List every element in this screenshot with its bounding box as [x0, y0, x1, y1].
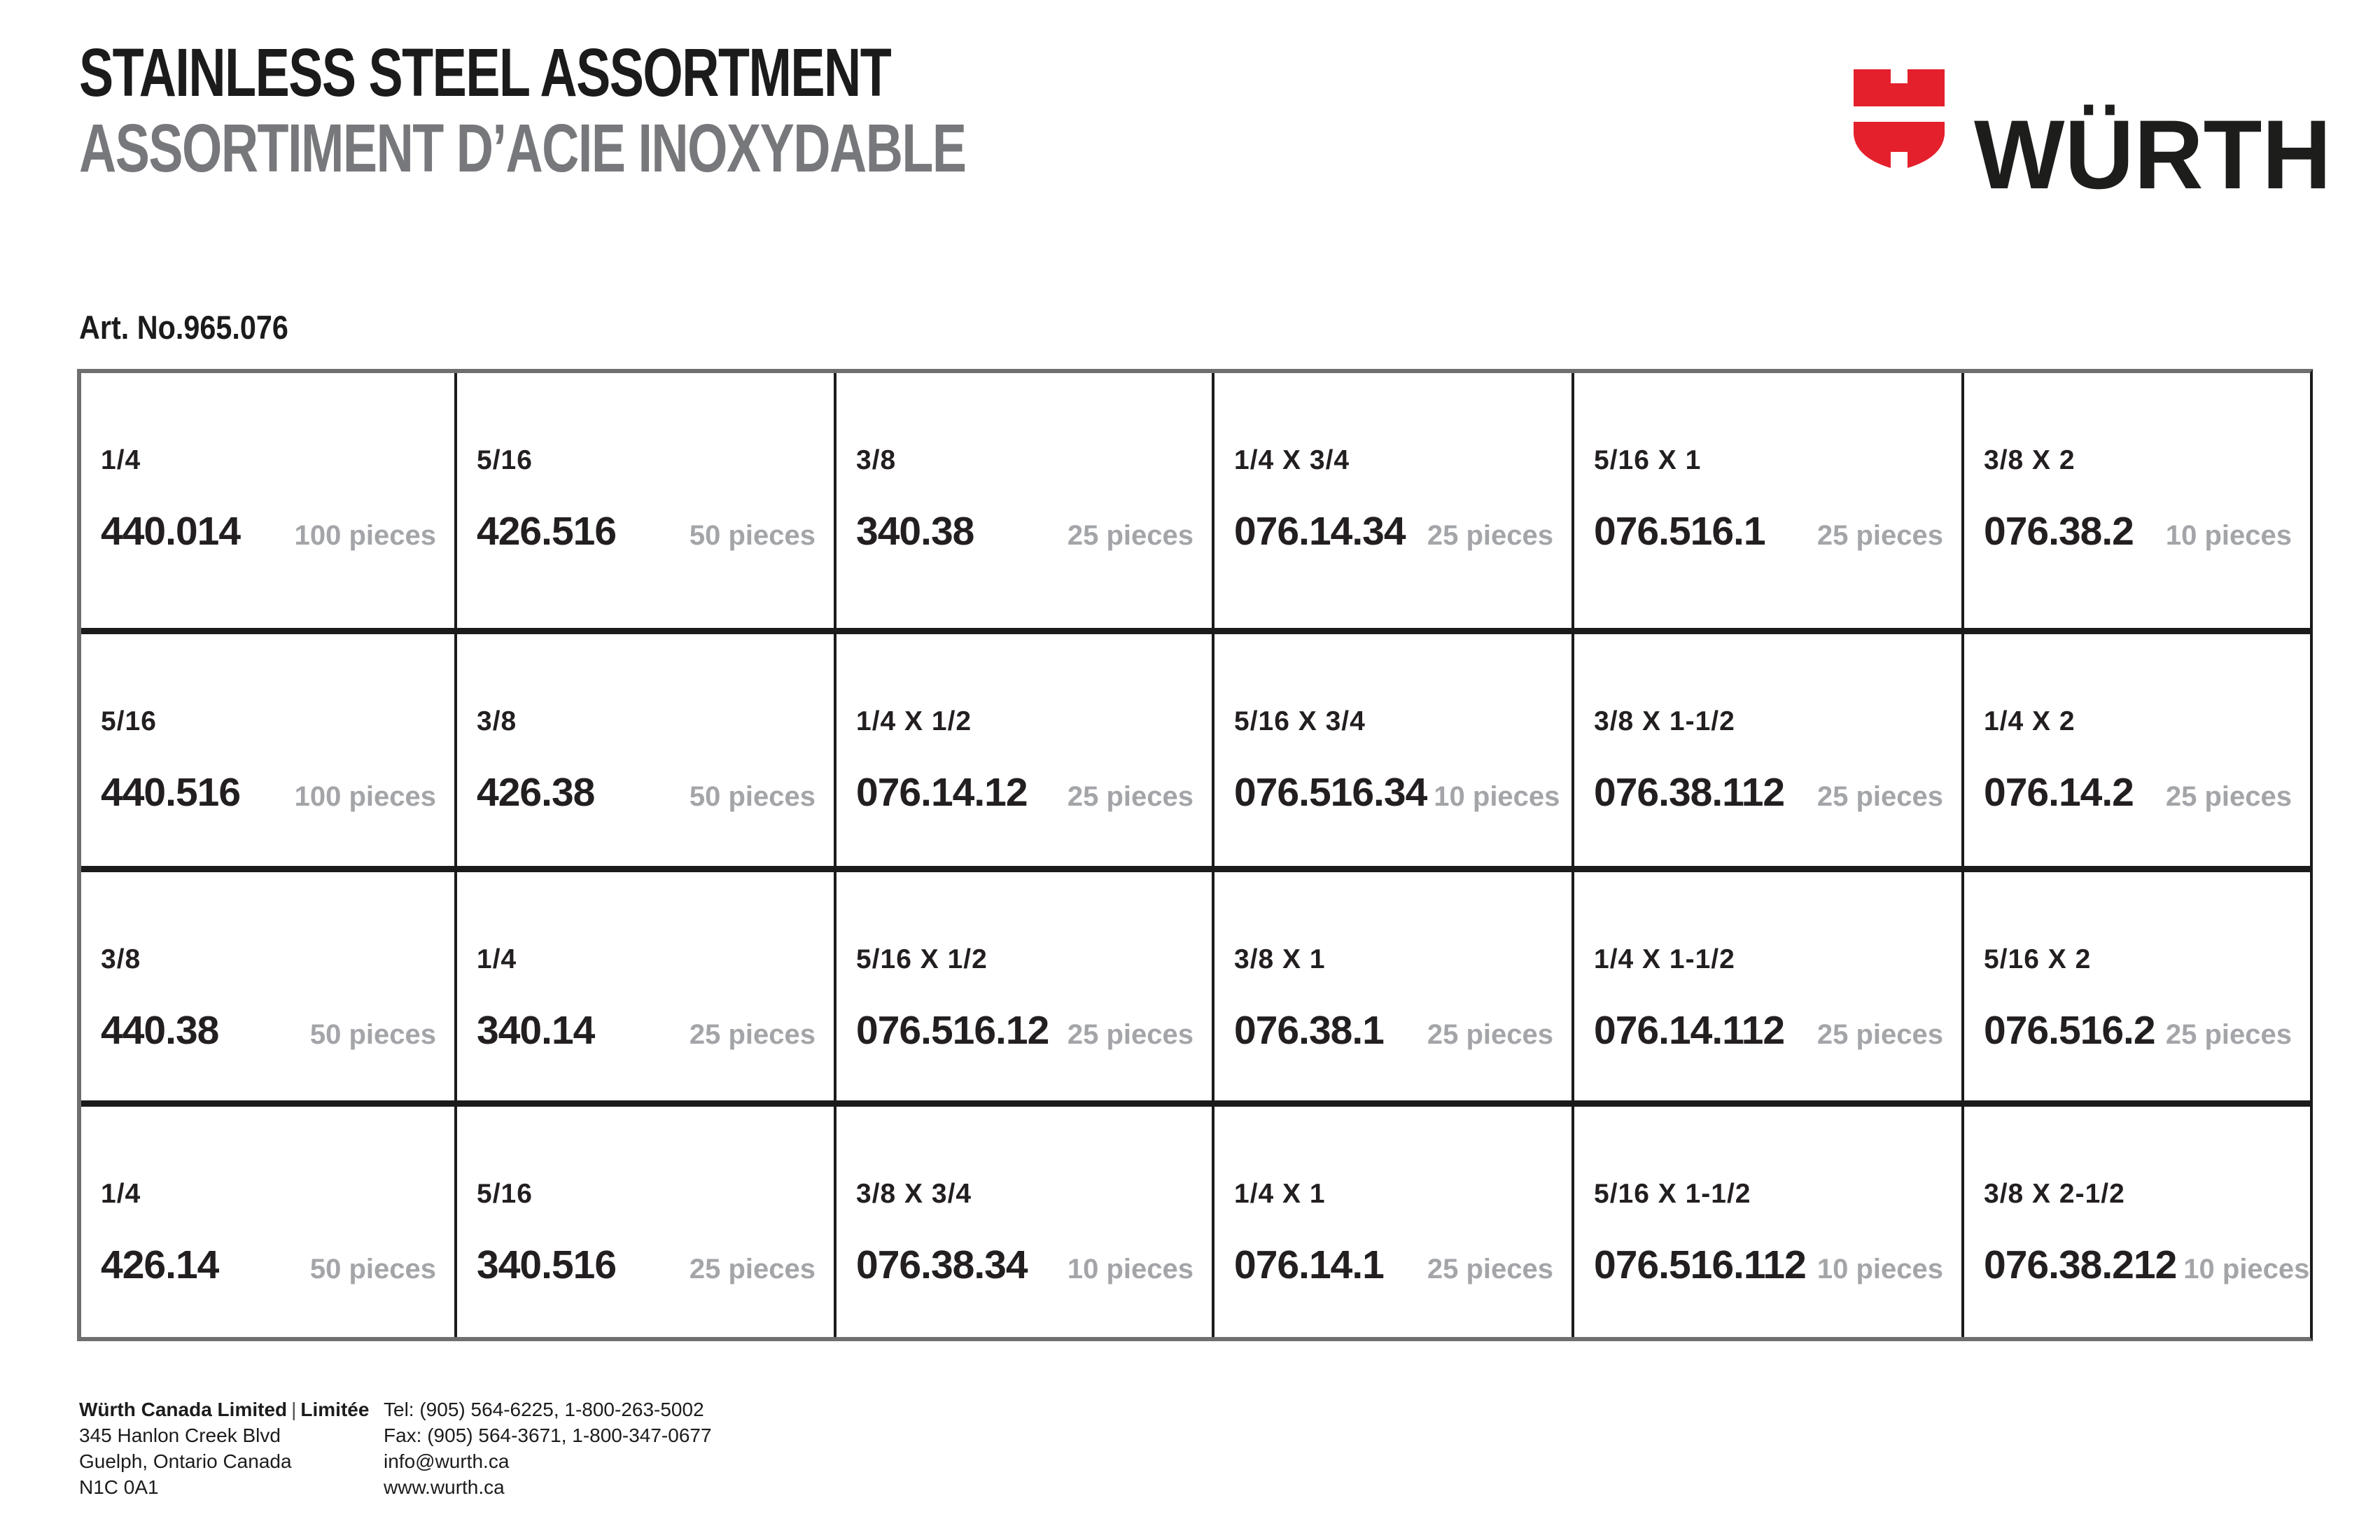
part-number: 076.516.12	[856, 1008, 1049, 1053]
part-row	[477, 1007, 816, 1054]
part-number: 076.516.2	[1984, 1008, 2155, 1053]
quantity-label: 10 pieces	[2183, 1254, 2310, 1284]
size-label: 1/4 X 1/2	[856, 706, 972, 736]
size-label: 1/4 X 3/4	[1234, 445, 1350, 475]
part-number: 076.14.12	[856, 770, 1028, 815]
quantity-label: 25 pieces	[689, 1019, 816, 1050]
part-number: 340.516	[477, 1242, 617, 1287]
fax-line: Fax: (905) 564-3671, 1-800-347-0677	[384, 1424, 712, 1446]
part-number: 426.38	[477, 770, 595, 815]
company-name: Würth Canada Limited	[79, 1399, 288, 1420]
size-label: 5/16 X 3/4	[1234, 706, 1366, 736]
quantity-label: 25 pieces	[1816, 1019, 1943, 1050]
part-number: 426.516	[477, 509, 617, 554]
size-label: 5/16	[101, 706, 157, 736]
table-cell-r1-c4	[1574, 634, 1964, 872]
part-row	[856, 1007, 1194, 1054]
size-label: 3/8	[477, 706, 517, 736]
table-cell-r1-c0	[81, 634, 457, 872]
table-cell-r1-c5	[1964, 634, 2310, 872]
part-row	[477, 769, 816, 816]
quantity-label: 100 pieces	[294, 781, 436, 812]
part-row	[1234, 769, 1560, 816]
part-row	[1594, 1242, 1943, 1288]
size-label: 3/8 X 1-1/2	[1594, 706, 1735, 736]
telephone-line: Tel: (905) 564-6225, 1-800-263-5002	[384, 1399, 704, 1420]
quantity-label: 10 pieces	[1816, 1254, 1943, 1284]
part-row	[856, 1242, 1194, 1288]
table-cell-r2-c3	[1214, 872, 1574, 1107]
part-row	[856, 769, 1194, 816]
part-row	[101, 769, 436, 816]
size-label: 5/16 X 1	[1594, 445, 1702, 475]
size-label: 1/4	[477, 944, 517, 974]
part-number: 340.14	[477, 1008, 595, 1053]
size-label: 5/16 X 1-1/2	[1594, 1179, 1751, 1209]
part-row	[856, 508, 1194, 554]
table-cell-r3-c5	[1964, 1107, 2310, 1337]
size-label: 3/8	[856, 445, 897, 475]
part-number: 440.38	[101, 1008, 219, 1053]
wuerth-logo	[1854, 69, 2339, 209]
table-cell-r0-c4	[1574, 373, 1964, 634]
brand-wordmark: WÜRTH	[1974, 99, 2332, 209]
part-number: 340.38	[856, 509, 974, 554]
part-number: 076.14.34	[1234, 509, 1406, 554]
part-row	[1234, 1242, 1553, 1288]
table-cell-r3-c1	[457, 1107, 836, 1337]
quantity-label: 25 pieces	[1816, 520, 1943, 551]
table-cell-r3-c4	[1574, 1107, 1964, 1337]
part-number: 440.516	[101, 770, 241, 815]
part-number: 440.014	[101, 509, 241, 554]
size-label: 5/16 X 1/2	[856, 944, 988, 974]
part-row	[477, 508, 816, 554]
quantity-label: 100 pieces	[294, 520, 436, 551]
part-row	[1234, 508, 1553, 554]
quantity-label: 10 pieces	[1434, 781, 1560, 812]
part-row	[1984, 1242, 2310, 1288]
part-number: 076.516.1	[1594, 509, 1765, 554]
size-label: 1/4	[101, 1179, 141, 1209]
table-cell-r2-c5	[1964, 872, 2310, 1107]
part-number: 076.38.212	[1984, 1242, 2177, 1287]
size-label: 1/4	[101, 445, 141, 475]
table-cell-r0-c2	[836, 373, 1214, 634]
footer-contact-block	[384, 1396, 712, 1500]
part-row	[1594, 1007, 1943, 1054]
article-number: Art. No.965.076	[79, 309, 288, 346]
part-row	[101, 1242, 436, 1288]
part-number: 076.516.112	[1594, 1242, 1806, 1287]
website-line: www.wurth.ca	[384, 1476, 505, 1498]
table-cell-r2-c2	[836, 872, 1214, 1107]
table-cell-r1-c1	[457, 634, 836, 872]
quantity-label: 25 pieces	[1427, 1254, 1553, 1284]
footer-address-block	[79, 1396, 384, 1500]
table-cell-r2-c4	[1574, 872, 1964, 1107]
page-title-french: ASSORTIMENT D’ACIE INOXYDABLE	[79, 110, 966, 186]
size-label: 5/16 X 2	[1984, 944, 2092, 974]
page-title-english: STAINLESS STEEL ASSORTMENT	[79, 34, 891, 111]
part-row	[101, 508, 436, 554]
size-label: 1/4 X 2	[1984, 706, 2076, 736]
table-cell-r3-c3	[1214, 1107, 1574, 1337]
table-cell-r0-c1	[457, 373, 836, 634]
quantity-label: 50 pieces	[309, 1254, 436, 1284]
table-cell-r0-c3	[1214, 373, 1574, 634]
table-cell-r1-c3	[1214, 634, 1574, 872]
part-row	[1234, 1007, 1553, 1054]
size-label: 5/16	[477, 445, 533, 475]
part-row	[1594, 508, 1943, 554]
part-number: 076.516.34	[1234, 770, 1427, 815]
table-cell-r0-c0	[81, 373, 457, 634]
quantity-label: 25 pieces	[1427, 520, 1553, 551]
part-number: 076.38.1	[1234, 1008, 1384, 1053]
address-line: 345 Hanlon Creek Blvd	[79, 1424, 281, 1446]
size-label: 3/8 X 3/4	[856, 1179, 972, 1209]
company-name-line	[79, 1396, 384, 1422]
size-label: 3/8 X 2	[1984, 445, 2076, 475]
email-line: info@wurth.ca	[384, 1450, 510, 1472]
part-row	[1984, 1007, 2292, 1054]
wuerth-shield-icon	[1854, 69, 1945, 169]
part-number: 076.14.112	[1594, 1008, 1785, 1053]
size-label: 3/8 X 2-1/2	[1984, 1179, 2125, 1209]
footer	[79, 1396, 712, 1500]
part-row	[1984, 508, 2292, 554]
part-number: 076.38.2	[1984, 509, 2134, 554]
postal-code: N1C 0A1	[79, 1476, 159, 1498]
table-cell-r3-c2	[836, 1107, 1214, 1337]
table-cell-r0-c5	[1964, 373, 2310, 634]
quantity-label: 25 pieces	[1816, 781, 1943, 812]
size-label: 3/8 X 1	[1234, 944, 1326, 974]
quantity-label: 25 pieces	[689, 1254, 816, 1284]
address-line: Guelph, Ontario Canada	[79, 1450, 292, 1472]
part-number: 426.14	[101, 1242, 219, 1287]
size-label: 1/4 X 1-1/2	[1594, 944, 1735, 974]
quantity-label: 25 pieces	[1067, 781, 1194, 812]
quantity-label: 10 pieces	[2165, 520, 2292, 551]
quantity-label: 25 pieces	[1067, 1019, 1194, 1050]
part-number: 076.38.34	[856, 1242, 1028, 1287]
table-cell-r1-c2	[836, 634, 1214, 872]
part-row	[1984, 769, 2292, 816]
part-number: 076.38.112	[1594, 770, 1785, 815]
part-number: 076.14.1	[1234, 1242, 1384, 1287]
table-cell-r2-c0	[81, 872, 457, 1107]
quantity-label: 25 pieces	[1427, 1019, 1553, 1050]
table-cell-r3-c0	[81, 1107, 457, 1337]
part-number: 076.14.2	[1984, 770, 2134, 815]
quantity-label: 25 pieces	[2165, 1019, 2292, 1050]
company-name-french: Limitée	[300, 1399, 370, 1420]
quantity-label: 10 pieces	[1067, 1254, 1194, 1284]
quantity-label: 50 pieces	[689, 781, 816, 812]
title-block	[79, 35, 1246, 186]
quantity-label: 25 pieces	[2165, 781, 2292, 812]
size-label: 5/16	[477, 1179, 533, 1209]
part-row	[477, 1242, 816, 1288]
quantity-label: 50 pieces	[309, 1019, 436, 1050]
quantity-label: 50 pieces	[689, 520, 816, 551]
size-label: 1/4 X 1	[1234, 1179, 1326, 1209]
size-label: 3/8	[101, 944, 141, 974]
company-separator: |	[291, 1399, 297, 1420]
part-row	[101, 1007, 436, 1054]
table-cell-r2-c1	[457, 872, 836, 1107]
assortment-table	[77, 369, 2313, 1341]
part-row	[1594, 769, 1943, 816]
quantity-label: 25 pieces	[1067, 520, 1194, 551]
